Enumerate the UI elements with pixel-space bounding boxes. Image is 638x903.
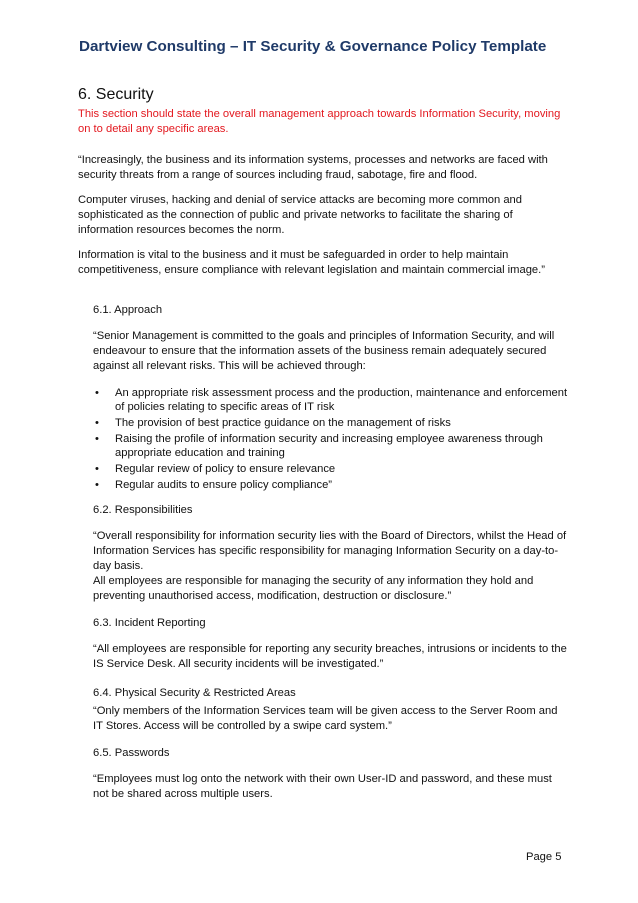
document-header-title: Dartview Consulting – IT Security & Governance Policy Template	[79, 38, 547, 55]
passwords-heading: 6.5. Passwords	[93, 747, 170, 759]
subsections	[93, 303, 568, 802]
incident-heading: 6.3. Incident Reporting	[93, 617, 206, 629]
page-number: Page 5	[526, 851, 562, 863]
bullet-icon: •	[95, 387, 99, 399]
passwords-text: “Employees must log onto the network with their own User-ID and password, and these must not be shared across multiple users.	[93, 773, 552, 800]
section-heading: 6. Security	[78, 86, 154, 103]
bullet-icon: •	[95, 479, 99, 491]
guidance-note: This section should state the overall management approach towards Information Security, moving on to detail any specific areas.	[78, 108, 561, 135]
list-item: • An appropriate risk assessment process and the production, maintenance and enforcement of policies relating to specific areas of IT risk	[95, 387, 568, 413]
bullet-icon: •	[95, 433, 99, 445]
approach-heading: 6.1. Approach	[93, 304, 163, 316]
responsibilities-text-1: “Overall responsibility for information security lies with the Board of Directors, whilst the Head of Information Services has specific responsibility for managing Information Security on a day-to-day basis.	[93, 530, 567, 572]
bullet-icon: •	[95, 417, 99, 429]
physical-text: “Only members of the Information Services team will be given access to the Server Room and IT Stores. Access will be controlled by a swipe card system.”	[93, 705, 558, 732]
intro-paragraph-1: “Increasingly, the business and its information systems, processes and networks are faced with security threats from a range of sources including fraud, sabotage, fire and flood.	[78, 154, 548, 181]
physical-heading: 6.4. Physical Security & Restricted Areas	[93, 687, 296, 699]
responsibilities-text-2: All employees are responsible for managing the security of any information they hold and preventing unauthorised access, modification, destruction or disclosure.”	[93, 575, 534, 602]
approach-bullet-list	[93, 386, 568, 492]
incident-text: “All employees are responsible for reporting any security breaches, intrusions or incidents to the IS Service Desk. All security incidents will be investigated.”	[93, 643, 567, 670]
document-content	[78, 86, 568, 812]
list-item: • Raising the profile of information security and increasing employee awareness through appropriate education and training	[95, 433, 543, 459]
list-item: • Regular review of policy to ensure relevance	[95, 463, 336, 475]
approach-intro: “Senior Management is committed to the goals and principles of Information Security, and will endeavour to ensure that the information assets of the business remain adequately secured against all relevant risks. This will be achieved through:	[93, 330, 555, 372]
intro-paragraph-3: Information is vital to the business and it must be safeguarded in order to help maintain competitiveness, ensure compliance with relevant legislation and maintain commercial image.”	[78, 249, 545, 276]
bullet-icon: •	[95, 463, 99, 475]
list-item: • The provision of best practice guidance on the management of risks	[95, 417, 451, 429]
intro-paragraph-2: Computer viruses, hacking and denial of service attacks are becoming more common and sophisticated as the connection of public and private networks to facilitate the sharing of information resources becomes the norm.	[78, 194, 522, 236]
list-item: • Regular audits to ensure policy compliance”	[95, 479, 333, 491]
responsibilities-heading: 6.2. Responsibilities	[93, 504, 193, 516]
